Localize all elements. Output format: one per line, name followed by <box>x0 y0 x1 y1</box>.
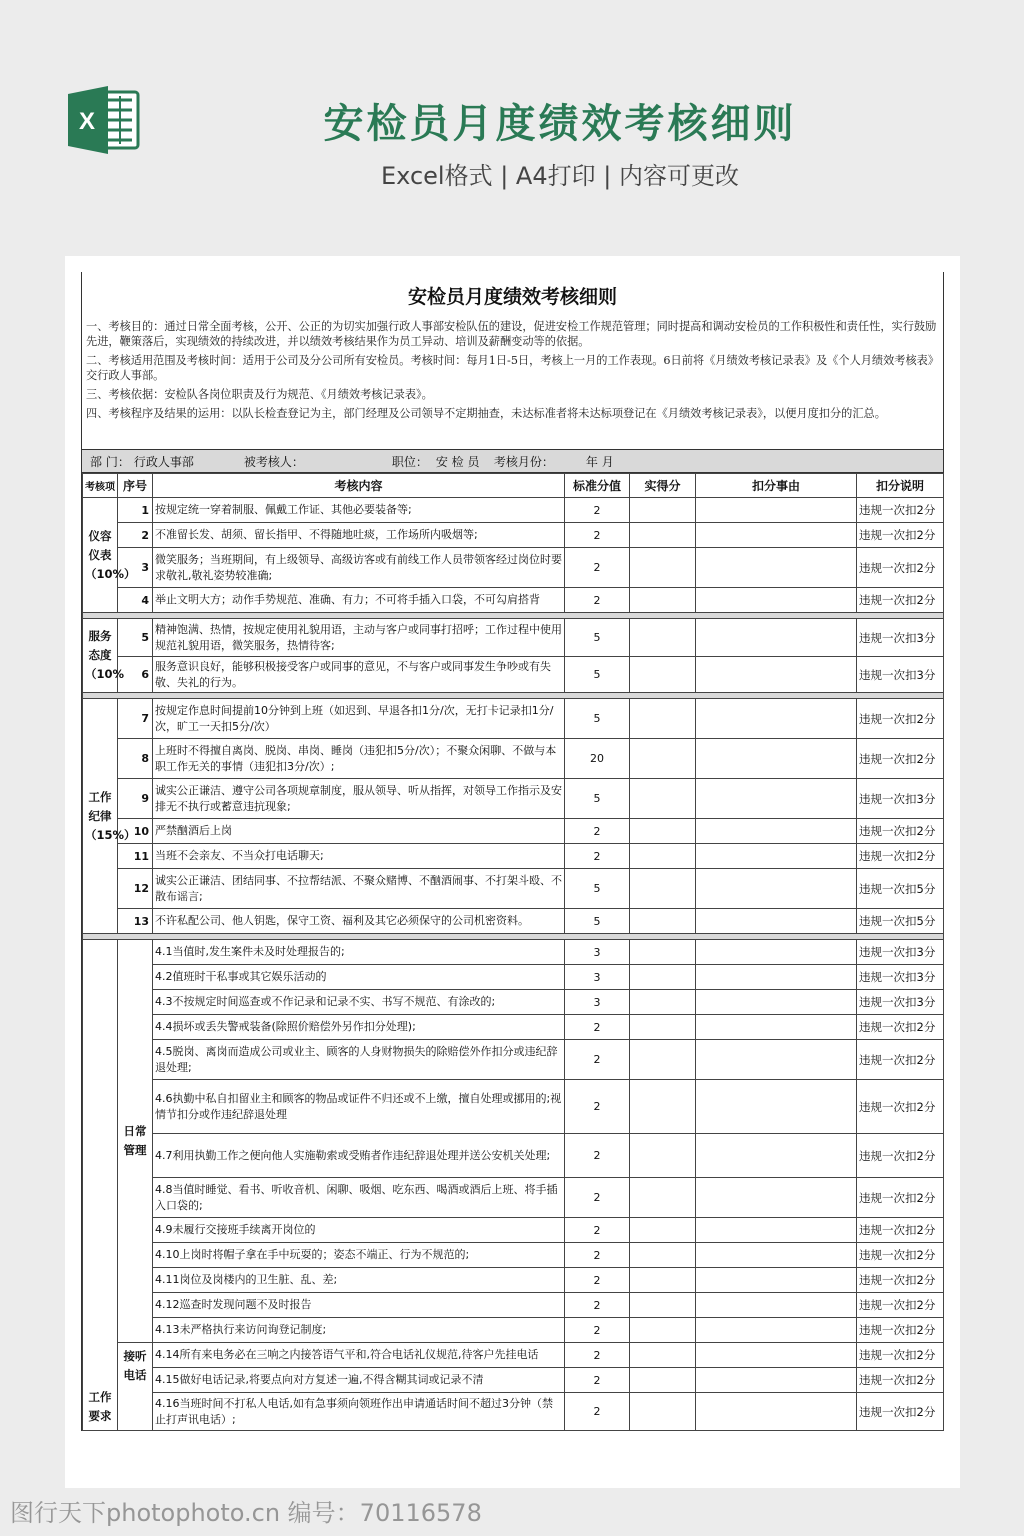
row-no: 1 <box>118 498 153 523</box>
category-service-attitude: 服务态度（10% <box>83 619 118 693</box>
row-note: 违规一次扣3分 <box>857 657 944 693</box>
dept-label: 部 门： <box>90 454 130 469</box>
actual-score-cell[interactable] <box>630 1080 696 1134</box>
row-no: 5 <box>118 619 153 657</box>
row-no: 11 <box>118 844 153 869</box>
row-score: 2 <box>565 1218 630 1243</box>
row-note: 违规一次扣2分 <box>857 1040 944 1080</box>
actual-score-cell[interactable] <box>630 699 696 739</box>
paragraph-procedure: 四、考核程序及结果的运用：以队长检查登记为主，部门经理及公司领导不定期抽查，未达标准者将未达标项登记在《月绩效考核记录表》，以便月度扣分的汇总。 <box>86 407 886 420</box>
row-score: 20 <box>565 739 630 779</box>
deduction-reason-cell[interactable] <box>696 1243 857 1268</box>
row-content: 上班时不得擅自离岗、脱岗、串岗、睡岗（违犯扣5分/次）；不聚众闲聊、不做与本职工作无关的事情（违犯扣3分/次）; <box>153 739 565 779</box>
actual-score-cell[interactable] <box>630 990 696 1015</box>
header-standard-score: 标准分值 <box>565 474 630 498</box>
deduction-reason-cell[interactable] <box>696 498 857 523</box>
row-score: 5 <box>565 657 630 693</box>
table-row <box>83 1393 944 1431</box>
row-score: 2 <box>565 1015 630 1040</box>
row-score: 2 <box>565 1040 630 1080</box>
deduction-reason-cell[interactable] <box>696 1343 857 1368</box>
deduction-reason-cell[interactable] <box>696 619 857 657</box>
actual-score-cell[interactable] <box>630 909 696 934</box>
header-actual-score: 实得分 <box>630 474 696 498</box>
deduction-reason-cell[interactable] <box>696 1080 857 1134</box>
row-content: 微笑服务；当班期间，有上级领导、高级访客或有前线工作人员带领客经过岗位时要求敬礼,敬礼姿势较准确; <box>153 548 565 588</box>
subcategory-daily-management: 日常管理 <box>118 940 153 1343</box>
header-no: 序号 <box>118 474 153 498</box>
row-no: 9 <box>118 779 153 819</box>
category-work-discipline: 工作纪律（15%） <box>83 699 118 934</box>
actual-score-cell[interactable] <box>630 588 696 613</box>
actual-score-cell[interactable] <box>630 819 696 844</box>
row-content: 4.1当值时,发生案件未及时处理报告的; <box>153 940 565 965</box>
table-row <box>83 909 944 934</box>
deduction-reason-cell[interactable] <box>696 1134 857 1178</box>
row-score: 3 <box>565 990 630 1015</box>
row-content: 4.4损坏或丢失警戒装备(除照价赔偿外另作扣分处理); <box>153 1015 565 1040</box>
actual-score-cell[interactable] <box>630 1015 696 1040</box>
row-note: 违规一次扣2分 <box>857 1343 944 1368</box>
row-content: 服务意识良好，能够积极接受客户或同事的意见，不与客户或同事发生争吵或有失敬、失礼的行为。 <box>153 657 565 693</box>
row-note: 违规一次扣2分 <box>857 1268 944 1293</box>
row-content: 4.15做好电话记录,将要点向对方复述一遍,不得含糊其词或记录不清 <box>153 1368 565 1393</box>
header-deduction-reason: 扣分事由 <box>696 474 857 498</box>
paragraph-basis: 三、考核依据：安检队各岗位职责及行为规范、《月绩效考核记录表》。 <box>86 388 433 401</box>
row-score: 2 <box>565 548 630 588</box>
deduction-reason-cell[interactable] <box>696 819 857 844</box>
subcategory-answer-phone: 接听电话 <box>118 1343 153 1431</box>
actual-score-cell[interactable] <box>630 1040 696 1080</box>
row-score: 2 <box>565 819 630 844</box>
deduction-reason-cell[interactable] <box>696 940 857 965</box>
banner-title: 安检员月度绩效考核细则 <box>323 101 797 147</box>
row-score: 3 <box>565 940 630 965</box>
deduction-reason-cell[interactable] <box>696 844 857 869</box>
table-header-row <box>83 474 944 498</box>
row-content: 4.11岗位及岗楼内的卫生脏、乱、差; <box>153 1268 565 1293</box>
table-row <box>83 619 944 657</box>
month-label: 考核月份： <box>493 454 554 469</box>
row-score: 5 <box>565 779 630 819</box>
row-score: 2 <box>565 1368 630 1393</box>
row-score: 2 <box>565 1393 630 1431</box>
position-label: 职位： <box>391 454 428 469</box>
row-no: 12 <box>118 869 153 909</box>
row-content: 不准留长发、胡须、留长指甲、不得随地吐痰，工作场所内吸烟等; <box>153 523 565 548</box>
table-row <box>83 657 944 693</box>
deduction-reason-cell[interactable] <box>696 779 857 819</box>
row-no: 2 <box>118 523 153 548</box>
actual-score-cell[interactable] <box>630 1368 696 1393</box>
deduction-reason-cell[interactable] <box>696 699 857 739</box>
table-row <box>83 1268 944 1293</box>
table-row <box>83 1080 944 1134</box>
row-note: 违规一次扣2分 <box>857 844 944 869</box>
row-content: 4.13未严格执行来访问询登记制度; <box>153 1318 565 1343</box>
actual-score-cell[interactable] <box>630 1134 696 1178</box>
row-note: 违规一次扣2分 <box>857 699 944 739</box>
deduction-reason-cell[interactable] <box>696 523 857 548</box>
banner <box>0 0 1024 250</box>
row-score: 2 <box>565 523 630 548</box>
info-bar <box>82 450 943 473</box>
deduction-reason-cell[interactable] <box>696 990 857 1015</box>
row-score: 2 <box>565 1134 630 1178</box>
row-content: 4.6执勤中私自扣留业主和顾客的物品或证件不归还或不上缴，擅自处理或挪用的;视情节扣分或作违纪辞退处理 <box>153 1080 565 1134</box>
actual-score-cell[interactable] <box>630 1243 696 1268</box>
row-content: 4.7利用执勤工作之便向他人实施勒索或受贿者作违纪辞退处理并送公安机关处理; <box>153 1134 565 1178</box>
row-score: 5 <box>565 869 630 909</box>
actual-score-cell[interactable] <box>630 869 696 909</box>
table-row <box>83 699 944 739</box>
actual-score-cell[interactable] <box>630 498 696 523</box>
table-row <box>83 548 944 588</box>
row-note: 违规一次扣2分 <box>857 1080 944 1134</box>
row-no: 13 <box>118 909 153 934</box>
row-content: 4.3不按规定时间巡查或不作记录和记录不实、书写不规范、有涂改的; <box>153 990 565 1015</box>
banner-subtitle: Excel格式 | A4打印 | 内容可更改 <box>381 162 739 190</box>
row-content: 不许私配公司、他人钥匙，保守工资、福利及其它必须保守的公司机密资料。 <box>153 909 565 934</box>
row-no: 3 <box>118 548 153 588</box>
assessment-table <box>82 473 944 1431</box>
deduction-reason-cell[interactable] <box>696 1293 857 1318</box>
dept-value: 行政人事部 <box>133 454 194 469</box>
table-row <box>83 940 944 965</box>
row-no: 8 <box>118 739 153 779</box>
deduction-reason-cell[interactable] <box>696 1015 857 1040</box>
row-score: 2 <box>565 1178 630 1218</box>
row-content: 诚实公正谦洁、遵守公司各项规章制度，服从领导、听从指挥，对领导工作指示及安排无不执行或蓄意违抗现象; <box>153 779 565 819</box>
row-content: 4.12巡查时发现问题不及时报告 <box>153 1293 565 1318</box>
row-note: 违规一次扣2分 <box>857 588 944 613</box>
row-score: 2 <box>565 498 630 523</box>
row-no: 10 <box>118 819 153 844</box>
table-row <box>83 1134 944 1178</box>
row-note: 违规一次扣2分 <box>857 819 944 844</box>
row-content: 4.14所有来电务必在三响之内接答语气平和,符合电话礼仪规范,待客户先挂电话 <box>153 1343 565 1368</box>
row-note: 违规一次扣5分 <box>857 869 944 909</box>
row-content: 严禁酗酒后上岗 <box>153 819 565 844</box>
deduction-reason-cell[interactable] <box>696 1393 857 1431</box>
row-note: 违规一次扣2分 <box>857 1318 944 1343</box>
doc-title: 安检员月度绩效考核细则 <box>407 286 617 308</box>
table-row <box>83 1343 944 1368</box>
row-score: 5 <box>565 699 630 739</box>
table-row <box>83 1318 944 1343</box>
row-content: 4.2值班时干私事或其它娱乐活动的 <box>153 965 565 990</box>
watermark: 图行天下photophoto.cn 编号：70116578 <box>10 1499 482 1527</box>
table-row <box>83 1243 944 1268</box>
table-row <box>83 523 944 548</box>
deduction-reason-cell[interactable] <box>696 657 857 693</box>
deduction-reason-cell[interactable] <box>696 739 857 779</box>
document <box>81 272 944 1431</box>
row-score: 2 <box>565 1080 630 1134</box>
deduction-reason-cell[interactable] <box>696 909 857 934</box>
paragraph-purpose: 一、考核目的：通过日常全面考核，公开、公正的为切实加强行政人事部安检队伍的建设，促进安检工作规范管理；同时提高和调动安检员的工作积极性和责任性，实行鼓励先进，鞭策落后，实现绩效的持续改进，并以绩效考核结果作为员工异动、培训及薪酬变动等的依据。 <box>86 320 937 348</box>
row-no: 6 <box>118 657 153 693</box>
actual-score-cell[interactable] <box>630 779 696 819</box>
row-note: 违规一次扣3分 <box>857 965 944 990</box>
row-note: 违规一次扣2分 <box>857 1243 944 1268</box>
row-note: 违规一次扣2分 <box>857 548 944 588</box>
row-note: 违规一次扣3分 <box>857 779 944 819</box>
header-content: 考核内容 <box>153 474 565 498</box>
actual-score-cell[interactable] <box>630 940 696 965</box>
table-row <box>83 588 944 613</box>
deduction-reason-cell[interactable] <box>696 588 857 613</box>
row-note: 违规一次扣5分 <box>857 909 944 934</box>
table-row <box>83 819 944 844</box>
row-note: 违规一次扣2分 <box>857 1293 944 1318</box>
deduction-reason-cell[interactable] <box>696 1218 857 1243</box>
deduction-reason-cell[interactable] <box>696 1368 857 1393</box>
table-row <box>83 1178 944 1218</box>
category-work-requirements: 工作要求 <box>83 940 118 1431</box>
svg-text:X: X <box>78 108 96 135</box>
row-content: 精神饱满、热情，按规定使用礼貌用语，主动与客户或同事打招呼；工作过程中使用规范礼貌用语，微笑服务，热情待客; <box>153 619 565 657</box>
person-label: 被考核人： <box>243 454 304 469</box>
row-note: 违规一次扣2分 <box>857 1218 944 1243</box>
month-value: 年 月 <box>585 454 614 469</box>
row-no: 4 <box>118 588 153 613</box>
row-score: 5 <box>565 909 630 934</box>
row-content: 按规定统一穿着制服、佩戴工作证、其他必要装备等; <box>153 498 565 523</box>
header-deduction-note: 扣分说明 <box>857 474 944 498</box>
row-note: 违规一次扣2分 <box>857 1178 944 1218</box>
table-row <box>83 869 944 909</box>
table-row <box>83 1368 944 1393</box>
row-score: 5 <box>565 619 630 657</box>
row-content: 4.9未履行交接班手续离开岗位的 <box>153 1218 565 1243</box>
row-content: 4.16当班时间不打私人电话,如有急事须向领班作出申请通话时间不超过3分钟（禁止打声讯电话）; <box>153 1393 565 1431</box>
actual-score-cell[interactable] <box>630 1343 696 1368</box>
table-row <box>83 844 944 869</box>
excel-icon <box>68 86 140 154</box>
row-content: 举止文明大方；动作手势规范、准确、有力；不可将手插入口袋，不可勾肩搭背 <box>153 588 565 613</box>
table-row <box>83 1293 944 1318</box>
row-note: 违规一次扣3分 <box>857 990 944 1015</box>
actual-score-cell[interactable] <box>630 657 696 693</box>
position-value: 安 检 员 <box>435 454 480 469</box>
row-note: 违规一次扣2分 <box>857 523 944 548</box>
actual-score-cell[interactable] <box>630 523 696 548</box>
paragraph-scope: 二、考核适用范围及考核时间：适用于公司及分公司所有安检员。考核时间：每月1日-5日，考核上一月的工作表现。6日前将《月绩效考核记录表》及《个人月绩效考核表》交行政人事部。 <box>86 354 940 382</box>
table-row <box>83 990 944 1015</box>
row-score: 2 <box>565 1343 630 1368</box>
actual-score-cell[interactable] <box>630 619 696 657</box>
table-row <box>83 779 944 819</box>
row-content: 按规定作息时间提前10分钟到上班（如迟到、早退各扣1分/次，无打卡记录扣1分/次，旷工一天扣5分/次） <box>153 699 565 739</box>
row-score: 2 <box>565 588 630 613</box>
actual-score-cell[interactable] <box>630 1318 696 1343</box>
row-note: 违规一次扣2分 <box>857 1134 944 1178</box>
actual-score-cell[interactable] <box>630 1393 696 1431</box>
row-score: 3 <box>565 965 630 990</box>
row-content: 诚实公正谦洁、团结同事、不拉帮结派、不聚众赌博、不酗酒闹事、不打架斗殴、不散布谣言; <box>153 869 565 909</box>
actual-score-cell[interactable] <box>630 1268 696 1293</box>
row-note: 违规一次扣2分 <box>857 498 944 523</box>
deduction-reason-cell[interactable] <box>696 1318 857 1343</box>
row-score: 2 <box>565 1318 630 1343</box>
spreadsheet-page <box>65 256 960 1488</box>
row-note: 违规一次扣2分 <box>857 1368 944 1393</box>
table-row <box>83 1015 944 1040</box>
header-category: 考核项 <box>83 474 118 498</box>
deduction-reason-cell[interactable] <box>696 1268 857 1293</box>
row-no: 7 <box>118 699 153 739</box>
table-row <box>83 739 944 779</box>
table-row <box>83 1040 944 1080</box>
deduction-reason-cell[interactable] <box>696 1178 857 1218</box>
table-row <box>83 965 944 990</box>
deduction-reason-cell[interactable] <box>696 548 857 588</box>
row-score: 2 <box>565 1293 630 1318</box>
row-note: 违规一次扣2分 <box>857 1015 944 1040</box>
row-note: 违规一次扣3分 <box>857 619 944 657</box>
deduction-reason-cell[interactable] <box>696 965 857 990</box>
actual-score-cell[interactable] <box>630 1293 696 1318</box>
actual-score-cell[interactable] <box>630 1178 696 1218</box>
actual-score-cell[interactable] <box>630 844 696 869</box>
row-score: 2 <box>565 844 630 869</box>
row-content: 4.5脱岗、离岗而造成公司或业主、顾客的人身财物损失的除赔偿外作扣分或违纪辞退处理; <box>153 1040 565 1080</box>
row-note: 违规一次扣2分 <box>857 739 944 779</box>
table-row <box>83 1218 944 1243</box>
row-content: 当班不会亲友、不当众打电话聊天; <box>153 844 565 869</box>
table-row <box>83 498 944 523</box>
actual-score-cell[interactable] <box>630 739 696 779</box>
deduction-reason-cell[interactable] <box>696 1040 857 1080</box>
row-score: 2 <box>565 1243 630 1268</box>
actual-score-cell[interactable] <box>630 1218 696 1243</box>
row-score: 2 <box>565 1268 630 1293</box>
category-appearance: 仪容仪表（10%） <box>83 498 118 613</box>
row-note: 违规一次扣2分 <box>857 1393 944 1431</box>
actual-score-cell[interactable] <box>630 548 696 588</box>
deduction-reason-cell[interactable] <box>696 869 857 909</box>
actual-score-cell[interactable] <box>630 965 696 990</box>
row-note: 违规一次扣3分 <box>857 940 944 965</box>
row-content: 4.10上岗时将帽子拿在手中玩耍的；姿态不端正、行为不规范的; <box>153 1243 565 1268</box>
row-content: 4.8当值时睡觉、看书、听收音机、闲聊、吸烟、吃东西、喝酒或酒后上班、将手插入口袋的; <box>153 1178 565 1218</box>
